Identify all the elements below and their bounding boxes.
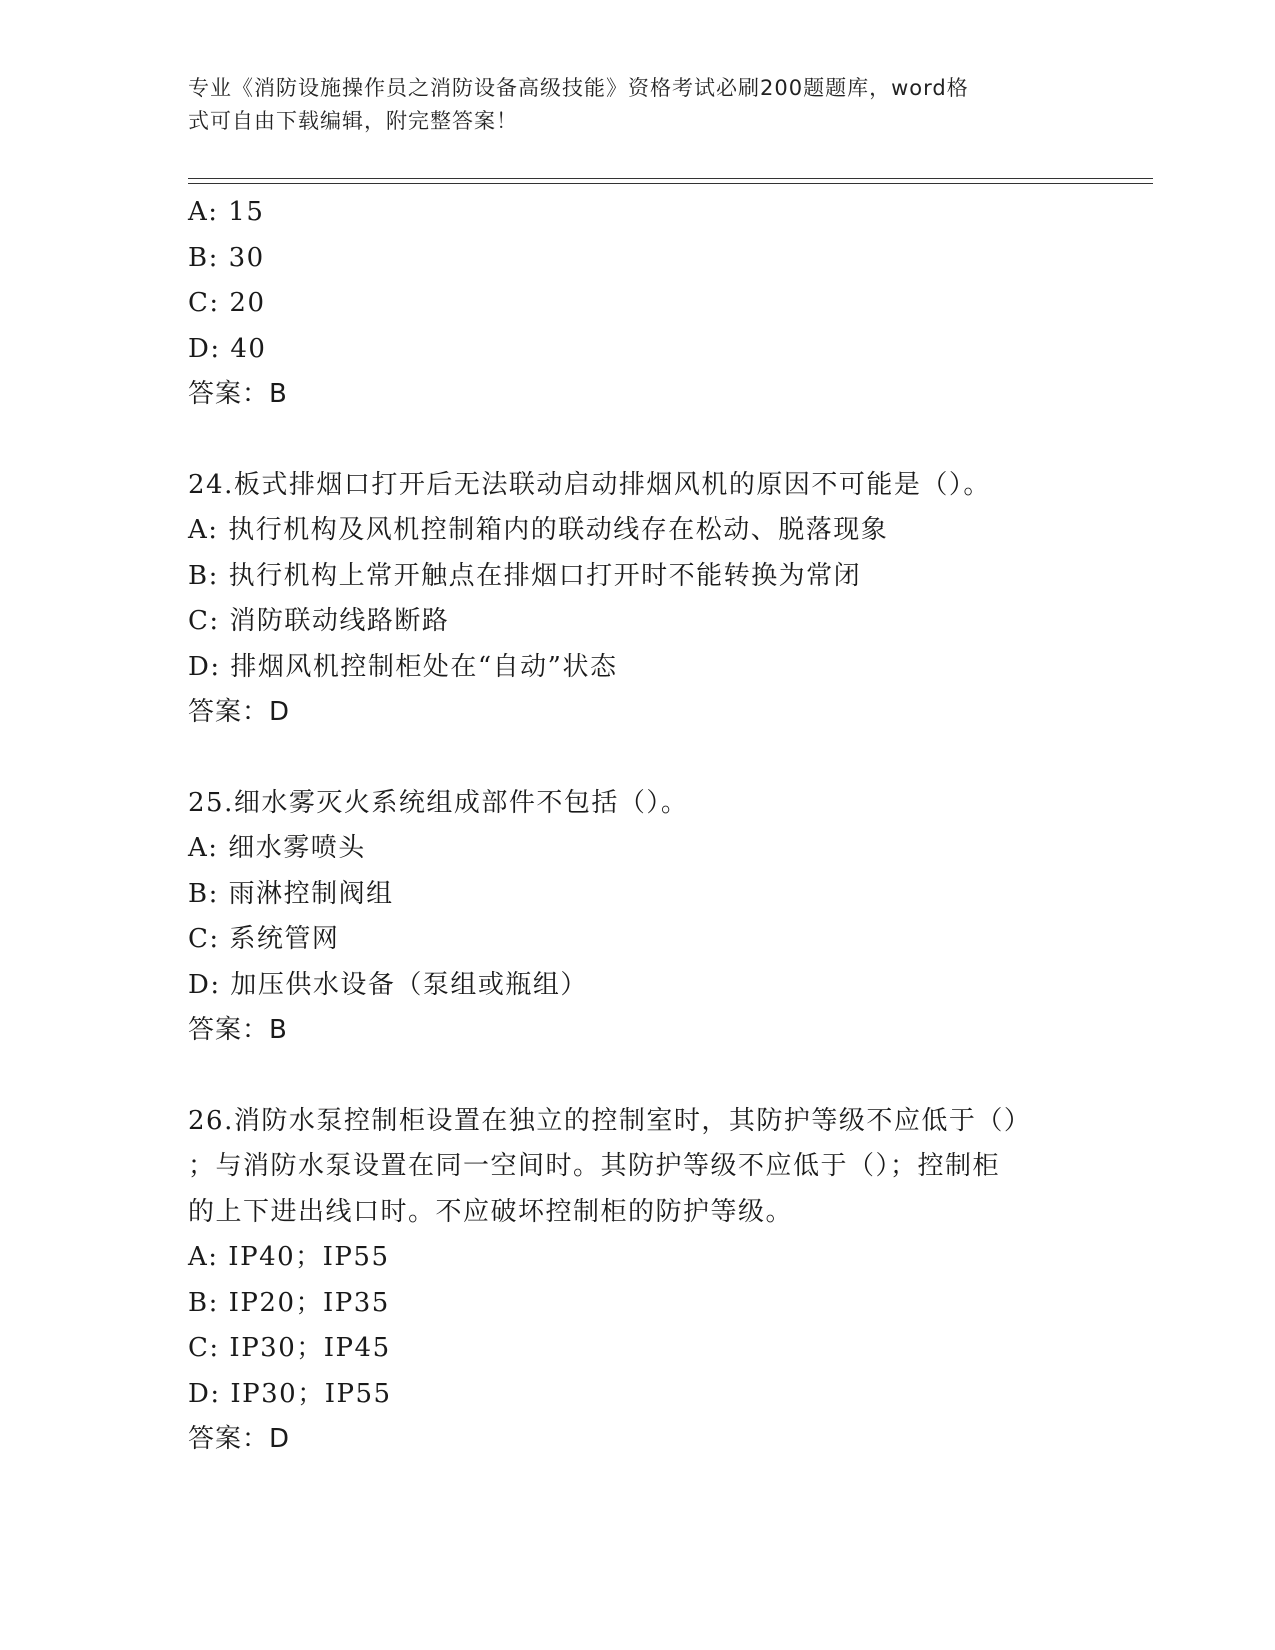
option-d: D: 排烟风机控制柜处在“自动”状态	[188, 651, 618, 682]
answer-line: 答案：D	[188, 1424, 291, 1454]
answer-line: 答案：B	[188, 379, 288, 409]
header-line-2: 式可自由下载编辑，附完整答案！	[188, 109, 518, 133]
option-c: C: 消防联动线路断路	[188, 606, 450, 636]
answer-line: 答案：D	[188, 697, 291, 727]
question-text-line-3: 的上下进出线口时。不应破坏控制柜的防护等级。	[188, 1196, 794, 1227]
option-b: B: 雨淋控制阀组	[188, 878, 394, 909]
header-divider-bottom	[188, 183, 1153, 184]
question-26	[188, 1099, 1088, 1463]
option-a: A: 15	[188, 197, 265, 227]
option-b: B: 30	[188, 242, 265, 273]
question-text: 24.板式排烟口打开后无法联动启动排烟风机的原因不可能是（）。	[188, 469, 991, 500]
question-text-line-1: 26.消防水泵控制柜设置在独立的控制室时，其防护等级不应低于（）	[188, 1105, 1032, 1136]
question-25	[188, 781, 1088, 1054]
header-line-1: 专业《消防设施操作员之消防设备高级技能》资格考试必刷200题题库，word格	[188, 76, 969, 100]
question-23	[188, 190, 1088, 418]
option-c: C: 20	[188, 288, 266, 318]
answer-line: 答案：B	[188, 1015, 288, 1045]
option-d: D: IP30；IP55	[188, 1378, 392, 1409]
document-header	[188, 72, 1068, 138]
question-text-line-2: ；与消防水泵设置在同一空间时。其防护等级不应低于（）；控制柜	[188, 1151, 1001, 1181]
option-c: C: IP30；IP45	[188, 1333, 391, 1363]
option-c: C: 系统管网	[188, 924, 340, 954]
option-a: A: 细水雾喷头	[188, 833, 366, 863]
option-a: A: IP40；IP55	[188, 1242, 390, 1272]
option-d: D: 加压供水设备（泵组或瓶组）	[188, 969, 588, 1000]
question-24	[188, 463, 1088, 736]
question-text: 25.细水雾灭火系统组成部件不包括（）。	[188, 787, 689, 818]
question-list	[188, 190, 1088, 1463]
spacer	[188, 736, 1088, 781]
header-divider-top	[188, 178, 1153, 179]
option-d: D: 40	[188, 333, 267, 364]
option-b: B: IP20；IP35	[188, 1287, 390, 1318]
option-a: A: 执行机构及风机控制箱内的联动线存在松动、脱落现象	[188, 515, 889, 545]
option-b: B: 执行机构上常开触点在排烟口打开时不能转换为常闭	[188, 560, 862, 591]
spacer	[188, 1054, 1088, 1099]
spacer	[188, 418, 1088, 463]
